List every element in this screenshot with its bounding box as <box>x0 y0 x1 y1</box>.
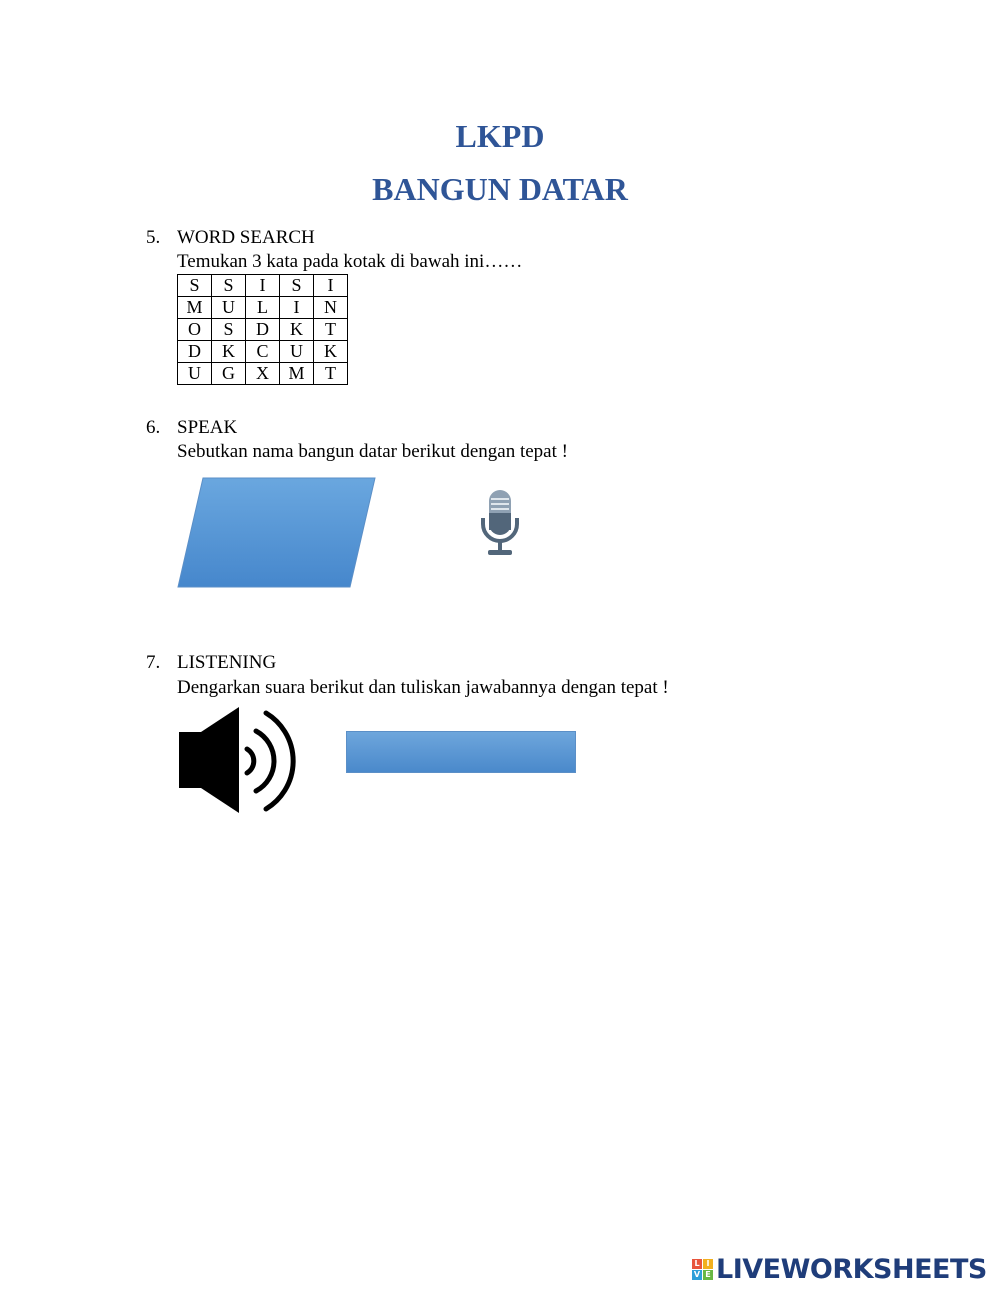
microphone-icon[interactable] <box>478 488 522 558</box>
grid-cell[interactable]: I <box>280 297 314 319</box>
grid-cell[interactable]: N <box>314 297 348 319</box>
grid-row <box>178 297 348 319</box>
grid-cell[interactable]: M <box>280 363 314 385</box>
grid-cell[interactable]: U <box>280 341 314 363</box>
section-5-heading: WORD SEARCH <box>177 227 315 248</box>
section-7-number: 7. <box>146 652 161 673</box>
parallelogram-shape <box>176 476 378 590</box>
grid-cell[interactable]: S <box>178 275 212 297</box>
liveworksheets-logo <box>692 1254 987 1284</box>
speaker-icon[interactable] <box>178 705 304 815</box>
grid-cell[interactable]: T <box>314 363 348 385</box>
grid-cell[interactable]: K <box>314 341 348 363</box>
logo-mark-letter: E <box>703 1270 713 1280</box>
section-5-number: 5. <box>146 227 161 248</box>
section-6-heading: SPEAK <box>177 417 238 438</box>
section-7-instruction: Dengarkan suara berikut dan tuliskan jawabannya dengan tepat ! <box>177 677 669 698</box>
grid-cell[interactable]: I <box>314 275 348 297</box>
grid-cell[interactable]: K <box>280 319 314 341</box>
page-subtitle: BANGUN DATAR <box>372 171 628 207</box>
page-title: LKPD <box>455 118 545 154</box>
grid-row <box>178 341 348 363</box>
grid-cell[interactable]: D <box>246 319 280 341</box>
logo-mark-letter: L <box>692 1259 702 1269</box>
section-5-instruction: Temukan 3 kata pada kotak di bawah ini…… <box>177 251 523 272</box>
logo-mark-letter: V <box>693 1269 701 1279</box>
grid-cell[interactable]: M <box>178 297 212 319</box>
grid-cell[interactable]: U <box>178 363 212 385</box>
grid-cell[interactable]: S <box>280 275 314 297</box>
grid-row <box>178 275 348 297</box>
word-search-grid <box>177 274 348 385</box>
listening-answer-input[interactable] <box>346 731 576 773</box>
grid-cell[interactable]: C <box>246 341 280 363</box>
section-6-instruction: Sebutkan nama bangun datar berikut dengan tepat ! <box>177 441 568 462</box>
section-6-number: 6. <box>146 417 161 438</box>
grid-cell[interactable]: I <box>246 275 280 297</box>
grid-row <box>178 319 348 341</box>
logo-text: LIVEWORKSHEETS <box>716 1253 987 1285</box>
grid-row <box>178 363 348 385</box>
grid-cell[interactable]: G <box>212 363 246 385</box>
grid-cell[interactable]: K <box>212 341 246 363</box>
logo-mark-letter: I <box>703 1259 713 1269</box>
grid-cell[interactable]: D <box>178 341 212 363</box>
grid-cell[interactable]: S <box>212 319 246 341</box>
grid-cell[interactable]: T <box>314 319 348 341</box>
grid-cell[interactable]: X <box>246 363 280 385</box>
section-7-heading: LISTENING <box>177 652 277 673</box>
grid-cell[interactable]: L <box>246 297 280 319</box>
logo-mark-icon <box>692 1259 713 1280</box>
grid-cell[interactable]: O <box>178 319 212 341</box>
grid-cell[interactable]: U <box>212 297 246 319</box>
grid-cell[interactable]: S <box>212 275 246 297</box>
